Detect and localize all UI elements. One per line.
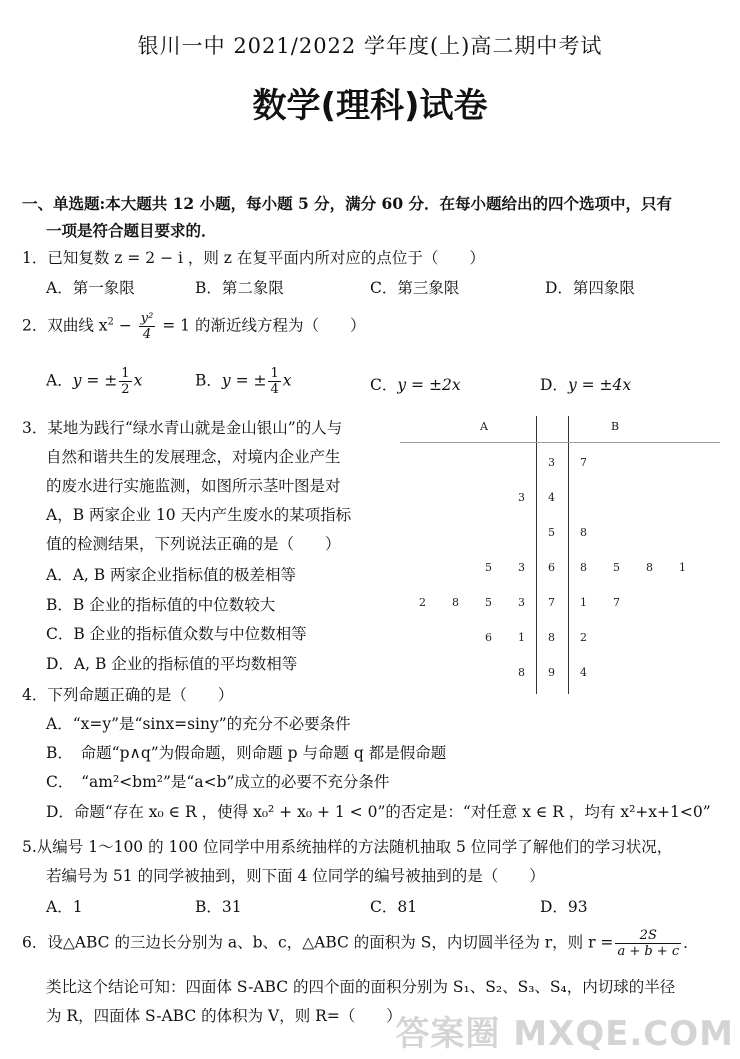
q2-option-a-den: 2 bbox=[121, 382, 130, 397]
q2-stem-prefix: 2．双曲线 x bbox=[22, 316, 108, 335]
q3-option-b: B．B 企业的指标值的中位数较大 bbox=[46, 596, 276, 614]
leaf-a: 2 bbox=[419, 596, 426, 609]
leaf-b: 7 bbox=[613, 596, 620, 609]
q3-option-a: A．A, B 两家企业指标值的极差相等 bbox=[46, 566, 297, 584]
stem-value: 3 bbox=[548, 456, 555, 469]
leaf-b: 8 bbox=[646, 561, 653, 574]
leaf-a: 6 bbox=[485, 631, 492, 644]
stem-label-b: B bbox=[611, 420, 620, 433]
leaf-b: 8 bbox=[580, 526, 587, 539]
q4-option-b: B． 命题“p∧q”为假命题，则命题 p 与命题 q 都是假命题 bbox=[46, 744, 447, 762]
q2-option-b-den: 4 bbox=[270, 382, 279, 397]
stem-value: 4 bbox=[548, 491, 555, 504]
q2-option-b-label: B． bbox=[195, 371, 222, 390]
q6-line1-prefix: 6．设△ABC 的三边长分别为 a、b、c，△ABC 的面积为 S，内切圆半径为 r，则 r = bbox=[22, 933, 614, 952]
q2-option-a-label: A． bbox=[46, 371, 73, 390]
stem-value: 7 bbox=[548, 596, 555, 609]
q2-option-b bbox=[195, 366, 292, 397]
q6-line3: 为 R，四面体 S-ABC 的体积为 V，则 R=（ ） bbox=[46, 1007, 402, 1025]
q2-option-a-fraction bbox=[119, 366, 131, 397]
leaf-b: 4 bbox=[580, 666, 587, 679]
exam-title-line1: 银川一中 2021/2022 学年度(上)高二期中考试 bbox=[137, 34, 603, 58]
q6-frac-den: a + b + c bbox=[617, 944, 680, 959]
q6-fraction bbox=[615, 928, 681, 959]
q2-option-a-post: x bbox=[133, 371, 143, 390]
stem-leaf-plot bbox=[400, 410, 720, 700]
q5-option-d: D．93 bbox=[540, 898, 588, 916]
stem-value: 6 bbox=[548, 561, 555, 574]
q2-option-d bbox=[540, 373, 631, 395]
q1-option-b: B．第二象限 bbox=[195, 279, 284, 297]
q6-line1 bbox=[22, 928, 699, 959]
q1-stem: 1．已知复数 z = 2 − i ，则 z 在复平面内所对应的点位于（ ） bbox=[22, 249, 485, 267]
q3-stem-line4: A，B 两家企业 10 天内产生废水的某项指标 bbox=[46, 506, 352, 524]
q2-option-a bbox=[46, 366, 142, 397]
leaf-a: 8 bbox=[452, 596, 459, 609]
leaf-a: 8 bbox=[518, 666, 525, 679]
q2-stem-sup: 2 bbox=[107, 316, 114, 328]
q5-line1: 5.从编号 1～100 的 100 位同学中用系统抽样的方法随机抽取 5 位同学了解他们的学习状况， bbox=[22, 838, 673, 856]
leaf-b: 2 bbox=[580, 631, 587, 644]
stem-label-a: A bbox=[480, 420, 488, 433]
leaf-b: 1 bbox=[679, 561, 686, 574]
q4-stem: 4．下列命题正确的是（ ） bbox=[22, 686, 234, 704]
q6-frac-num: 2S bbox=[615, 928, 681, 944]
leaf-b: 8 bbox=[580, 561, 587, 574]
q3-stem-line1: 3．某地为践行“绿水青山就是金山银山”的人与 bbox=[22, 419, 343, 437]
q1-option-a: A．第一象限 bbox=[46, 279, 135, 297]
q2-option-b-fraction bbox=[268, 366, 280, 397]
stem-divider-left bbox=[536, 416, 537, 694]
q2-option-a-pre: y = ± bbox=[72, 371, 118, 390]
q2-option-c-text: y = ±2x bbox=[397, 376, 461, 394]
q2-frac-den: 4 bbox=[142, 327, 152, 342]
q5-option-b: B．31 bbox=[195, 898, 242, 916]
q1-option-d: D．第四象限 bbox=[545, 279, 635, 297]
q3-stem-line5: 值的检测结果，下列说法正确的是（ ） bbox=[46, 535, 341, 553]
leaf-a: 5 bbox=[485, 561, 492, 574]
leaf-b: 5 bbox=[613, 561, 620, 574]
q4-option-d: D．命题“存在 x₀ ∈ R ，使得 x₀² + x₀ + 1 < 0”的否定是：“对任意 x ∈ R ，均有 x²+x+1<0” bbox=[46, 803, 711, 821]
stem-value: 8 bbox=[548, 631, 555, 644]
q2-stem-fraction bbox=[139, 311, 156, 342]
q5-option-a: A．1 bbox=[46, 898, 83, 916]
q2-frac-num: y² bbox=[140, 311, 154, 326]
q2-stem bbox=[22, 311, 365, 342]
q2-option-d-label: D． bbox=[540, 376, 568, 394]
q3-option-c: C．B 企业的指标值众数与中位数相等 bbox=[46, 625, 307, 643]
q3-option-d: D．A, B 企业的指标值的平均数相等 bbox=[46, 655, 298, 673]
q2-option-b-num: 1 bbox=[270, 366, 279, 381]
stem-divider-right bbox=[568, 416, 569, 694]
q3-stem-line2: 自然和谐共生的发展理念，对境内企业产生 bbox=[46, 448, 341, 466]
section-heading-line1: 一、单选题:本大题共 12 小题，每小题 5 分，满分 60 分．在每小题给出的四个选项中，只有 bbox=[22, 194, 673, 213]
leaf-b: 7 bbox=[580, 456, 587, 469]
q2-stem-suffix: = 1 的渐近线方程为（ ） bbox=[157, 316, 366, 335]
q2-option-b-post: x bbox=[282, 371, 292, 390]
q2-option-a-num: 1 bbox=[121, 366, 130, 381]
q2-option-b-pre: y = ± bbox=[221, 371, 267, 390]
q6-line2: 类比这个结论可知：四面体 S-ABC 的四个面的面积分别为 S₁、S₂、S₃、S₄，内切球的半径 bbox=[46, 978, 676, 996]
q2-option-c bbox=[370, 373, 461, 395]
leaf-a: 3 bbox=[518, 596, 525, 609]
leaf-a: 3 bbox=[518, 491, 525, 504]
q5-line2: 若编号为 51 的同学被抽到，则下面 4 位同学的编号被抽到的是（ ） bbox=[46, 867, 545, 885]
section-heading-line2: 一项是符合题目要求的． bbox=[46, 221, 217, 240]
q2-stem-minus: − bbox=[113, 316, 137, 335]
q4-option-c: C． “am²<bm²”是“a<b”成立的必要不充分条件 bbox=[46, 773, 390, 791]
q2-option-c-label: C． bbox=[370, 376, 398, 394]
leaf-b: 1 bbox=[580, 596, 587, 609]
leaf-a: 3 bbox=[518, 561, 525, 574]
stem-value: 9 bbox=[548, 666, 555, 679]
q2-option-d-text: y = ±4x bbox=[567, 376, 632, 394]
q1-option-c: C．第三象限 bbox=[370, 279, 460, 297]
stem-value: 5 bbox=[548, 526, 555, 539]
q3-stem-line3: 的废水进行实施监测，如图所示茎叶图是对 bbox=[46, 477, 341, 495]
exam-title-line2: 数学(理科)试卷 bbox=[252, 86, 488, 126]
q4-option-a: A．“x=y”是“sinx=siny”的充分不必要条件 bbox=[46, 715, 351, 733]
leaf-a: 5 bbox=[485, 596, 492, 609]
stem-header-rule bbox=[400, 442, 720, 443]
leaf-a: 1 bbox=[518, 631, 525, 644]
q5-option-c: C．81 bbox=[370, 898, 418, 916]
q6-line1-suffix: ． bbox=[683, 933, 699, 952]
watermark-logo: 答案圈 MXQE.COM bbox=[395, 1014, 734, 1054]
